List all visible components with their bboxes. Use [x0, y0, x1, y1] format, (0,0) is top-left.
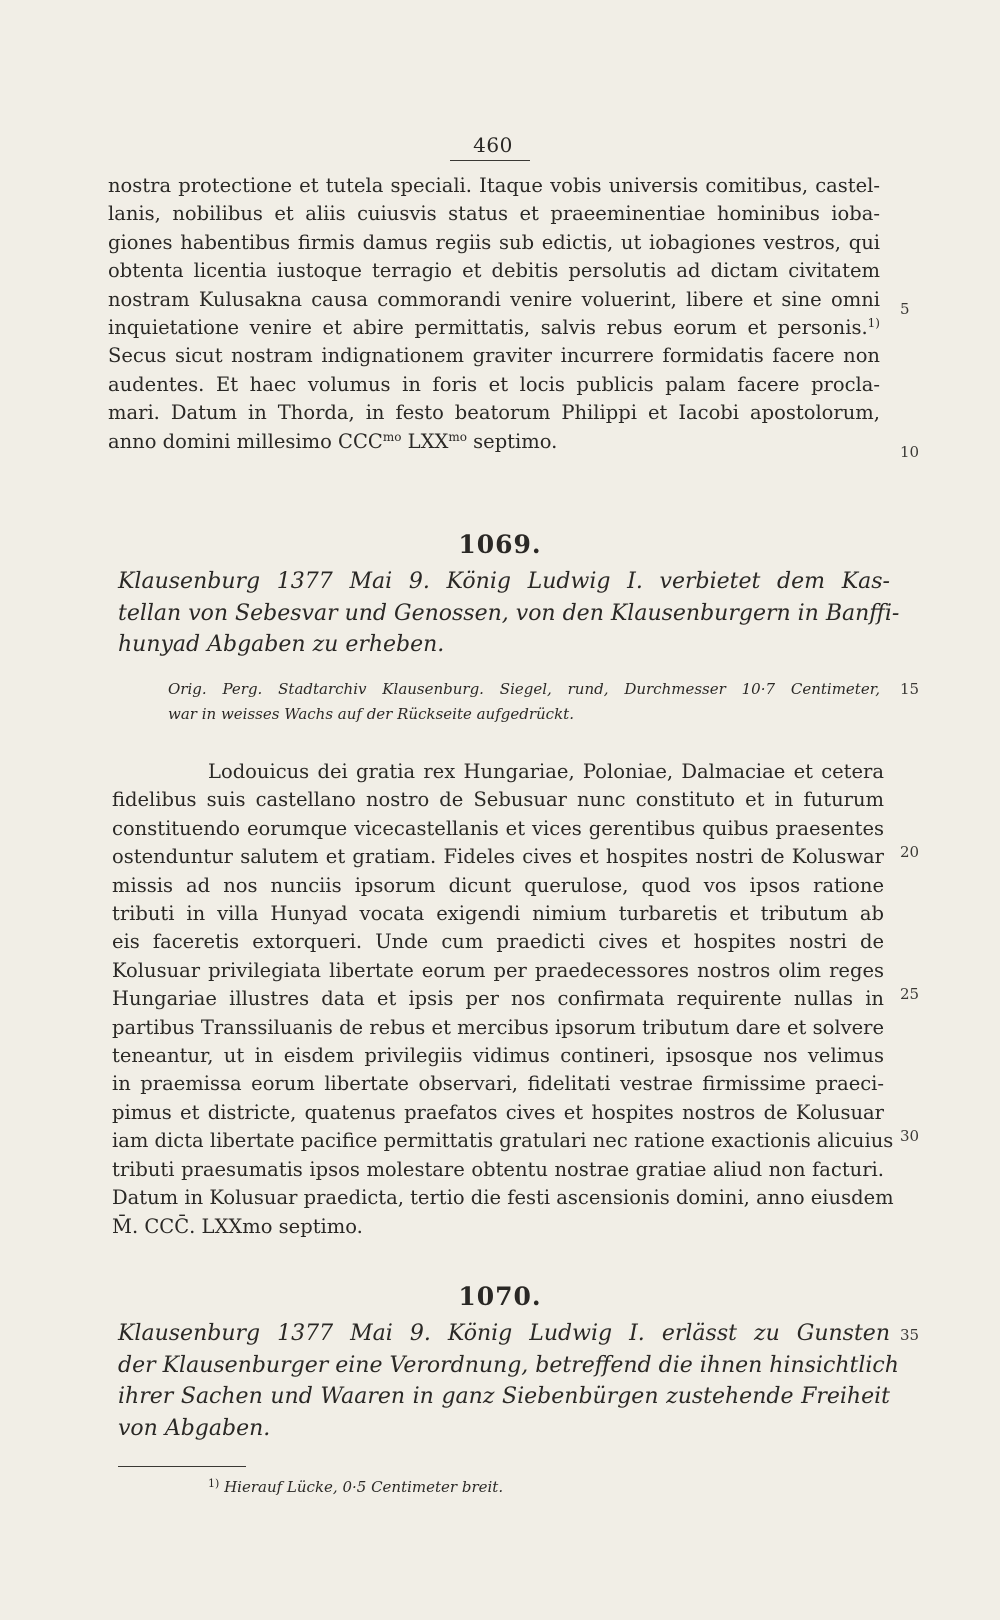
text-line: pimus et districte, quatenus praefatos cives et hospites nostros de Kolusuar	[112, 1100, 884, 1124]
text-line: eis faceretis extorqueri. Unde cum praedicti cives et hospites nostri de	[112, 930, 884, 954]
regest-line: tellan von Sebesvar und Genossen, von den Klausenburgern in Banffi-	[118, 600, 900, 626]
date-part: septimo.	[466, 429, 558, 453]
text-line: ostenduntur salutem et gratiam. Fideles cives et hospites nostri de Koluswar	[112, 845, 884, 869]
text-line: teneantur, ut in eisdem privilegiis vidimus contineri, ipsosque nos velimus	[112, 1044, 884, 1068]
charter-text-1069	[112, 758, 894, 1241]
regest-line: ihrer Sachen und Waaren in ganz Siebenbürgen zustehende Freiheit	[118, 1384, 890, 1409]
footnote-reference: 1)	[867, 316, 880, 331]
text-line: Lodouicus dei gratia rex Hungariae, Poloniae, Dalmaciae et cetera	[208, 760, 884, 783]
text-line: audentes. Et haec volumus in foris et locis publicis palam facere procla-	[108, 372, 880, 396]
date-part: LXX	[401, 429, 449, 453]
source-line: war in weisses Wachs auf der Rückseite aufgedrückt.	[168, 705, 574, 723]
text-line: Hungariae illustres data et ipsis per nos confirmata requirente nullas in	[112, 987, 884, 1011]
source-line: Orig. Perg. Stadtarchiv Klausenburg. Siegel, rund, Durchmesser 10·7 Centimeter,	[168, 680, 880, 698]
text-line: tributi in villa Hunyad vocata exigendi nimium turbaretis et tributum ab	[112, 902, 884, 926]
footnote-text: Hierauf Lücke, 0·5 Centimeter breit.	[224, 1478, 504, 1496]
text-line: iam dicta libertate pacifice permittatis gratulari nec ratione exactionis alicuius	[112, 1129, 894, 1153]
text-line: fidelibus suis castellano nostro de Sebusuar nunc constituto et in futurum	[112, 788, 884, 812]
text-line-with-footnote	[108, 314, 880, 342]
section-number-1070: 1070.	[458, 1282, 542, 1311]
text-line: nostram Kulusakna causa commorandi venire voluerint, libere et sine omni	[108, 287, 880, 311]
margin-line-number: 30	[900, 1127, 920, 1145]
text-line: Datum in Kolusuar praedicta, tertio die festi ascensionis domini, anno eiusdem	[112, 1186, 894, 1210]
margin-line-number: 25	[900, 985, 920, 1003]
text-line: Secus sicut nostram indignationem graviter incurrere formidatis facere non	[108, 344, 880, 368]
margin-line-number: 5	[900, 300, 910, 318]
text-line: constituendo eorumque vicecastellanis et vices gerentibus quibus praesentes	[112, 816, 884, 840]
footnote-mark: 1)	[208, 1477, 220, 1490]
page-number-rule	[450, 160, 530, 161]
text-line-content: inquietatione venire et abire permittatis, salvis rebus eorum et personis.	[108, 316, 868, 340]
margin-line-number: 20	[900, 843, 920, 861]
margin-line-number: 35	[900, 1326, 920, 1344]
date-part: anno domini millesimo CCC	[108, 429, 383, 453]
footnote-rule	[118, 1466, 246, 1467]
text-line: obtenta licentia iustoque terragio et debitis persolutis ad dictam civitatem	[108, 259, 880, 283]
footnote	[208, 1478, 503, 1496]
text-line: giones habentibus firmis damus regiis sub edictis, ut iobagiones vestros, qui	[108, 230, 880, 254]
regest-line: der Klausenburger eine Verordnung, betreffend die ihnen hinsichtlich	[118, 1352, 899, 1378]
dating-line	[108, 428, 880, 456]
text-line: in praemissa eorum libertate observari, fidelitati vestrae firmissime praeci-	[112, 1072, 884, 1096]
text-line: Kolusuar privilegiata libertate eorum per praedecessores nostros olim reges	[112, 958, 884, 982]
text-line: tributi praesumatis ipsos molestare obtentu nostrae gratiae aliud non facturi.	[112, 1157, 884, 1181]
page-number: 460	[473, 133, 513, 157]
regest-1070	[118, 1318, 899, 1444]
text-line: partibus Transsiluanis de rebus et mercibus ipsorum tributum dare et solvere	[112, 1015, 884, 1039]
section-number-1069: 1069.	[458, 530, 542, 559]
date-superscript: mo	[448, 429, 467, 444]
text-line: lanis, nobilibus et aliis cuiusvis status et praeeminentiae hominibus ioba-	[108, 202, 880, 226]
regest-line: Klausenburg 1377 Mai 9. König Ludwig I. verbietet dem Kas-	[118, 569, 890, 594]
regest-line: Klausenburg 1377 Mai 9. König Ludwig I. erlässt zu Gunsten	[118, 1321, 890, 1346]
source-note-1069	[168, 677, 880, 727]
text-line: mari. Datum in Thorda, in festo beatorum Philippi et Iacobi apostolorum,	[108, 401, 880, 425]
date-superscript: mo	[382, 429, 402, 444]
text-line: nostra protectione et tutela speciali. Itaque vobis universis comitibus, castel-	[108, 174, 880, 197]
continuation-text	[108, 172, 880, 456]
text-line: M̄. CCC̄. LXXmo septimo.	[112, 1214, 363, 1238]
margin-line-number: 15	[900, 680, 920, 698]
regest-line: von Abgaben.	[118, 1415, 271, 1441]
text-line: missis ad nos nunciis ipsorum dicunt querulose, quod vos ipsos ratione	[112, 873, 884, 897]
regest-1069	[118, 566, 900, 661]
margin-line-number: 10	[900, 443, 920, 461]
regest-line: hunyad Abgaben zu erheben.	[118, 632, 445, 657]
